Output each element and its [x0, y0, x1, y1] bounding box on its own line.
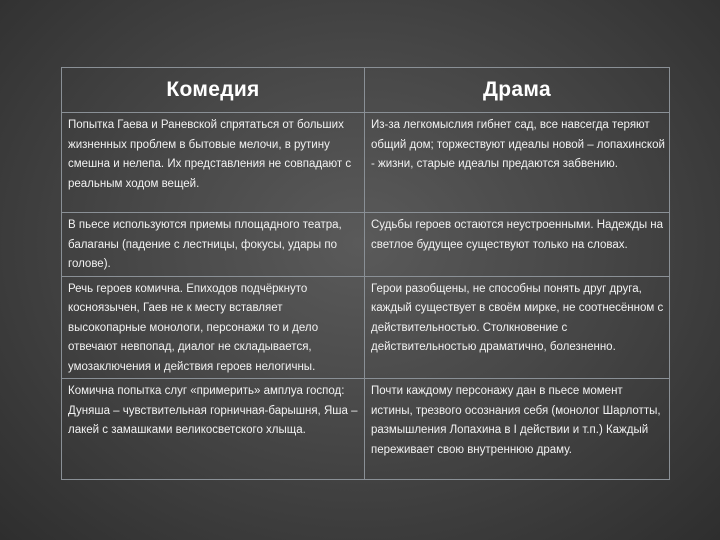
- drama-cell: Судьбы героев остаются неустроенными. Надежды на светлое будущее существуют только на словах.: [371, 219, 664, 251]
- table-row: [62, 379, 670, 480]
- comedy-cell: Попытка Гаева и Раневской спрятаться от больших жизненных проблем в бытовые мелочи, в рутину смешна и нелепа. Их представления не совпадают с реальным ходом вещей.: [68, 119, 352, 190]
- header-comedy: Комедия: [62, 68, 365, 113]
- header-drama: Драма: [365, 68, 670, 113]
- comedy-cell: В пьесе используются приемы площадного театра, балаганы (падение с лестницы, фокусы, удары по голове).: [68, 219, 342, 270]
- table-row: [62, 213, 670, 277]
- drama-cell: Почти каждому персонажу дан в пьесе момент истины, трезвого осознания себя (монолог Шарлотты, размышления Лопахина в I действии и т.п.) Каждый переживает свою внутреннюю драму.: [371, 385, 661, 456]
- comparison-table: [61, 67, 670, 480]
- drama-cell: Герои разобщены, не способны понять друг друга, каждый существует в своём мирке, не соотнесённом с действительностью. Столкновение с действительностью драматично, болезненно.: [371, 282, 664, 353]
- comedy-cell: Речь героев комична. Епиходов подчёркнуто косноязычен, Гаев не к месту вставляет высокопарные монологи, персонажи то и дело отвечают невпопад, диалог не складывается, умозаключения и действия героев нелогичны.: [68, 282, 319, 373]
- table-row: [62, 276, 670, 379]
- table-row: [62, 113, 670, 213]
- drama-cell: Из-за легкомыслия гибнет сад, все навсегда теряют общий дом; торжествуют идеалы новой – лопахинской - жизни, старые идеалы предаются забвению.: [371, 119, 665, 170]
- header-row: [62, 68, 670, 113]
- comedy-cell: Комична попытка слуг «примерить» амплуа господ: Дуняша – чувствительная горничная-барышня, Яша – лакей с замашками великосветского хлыща.: [68, 385, 358, 436]
